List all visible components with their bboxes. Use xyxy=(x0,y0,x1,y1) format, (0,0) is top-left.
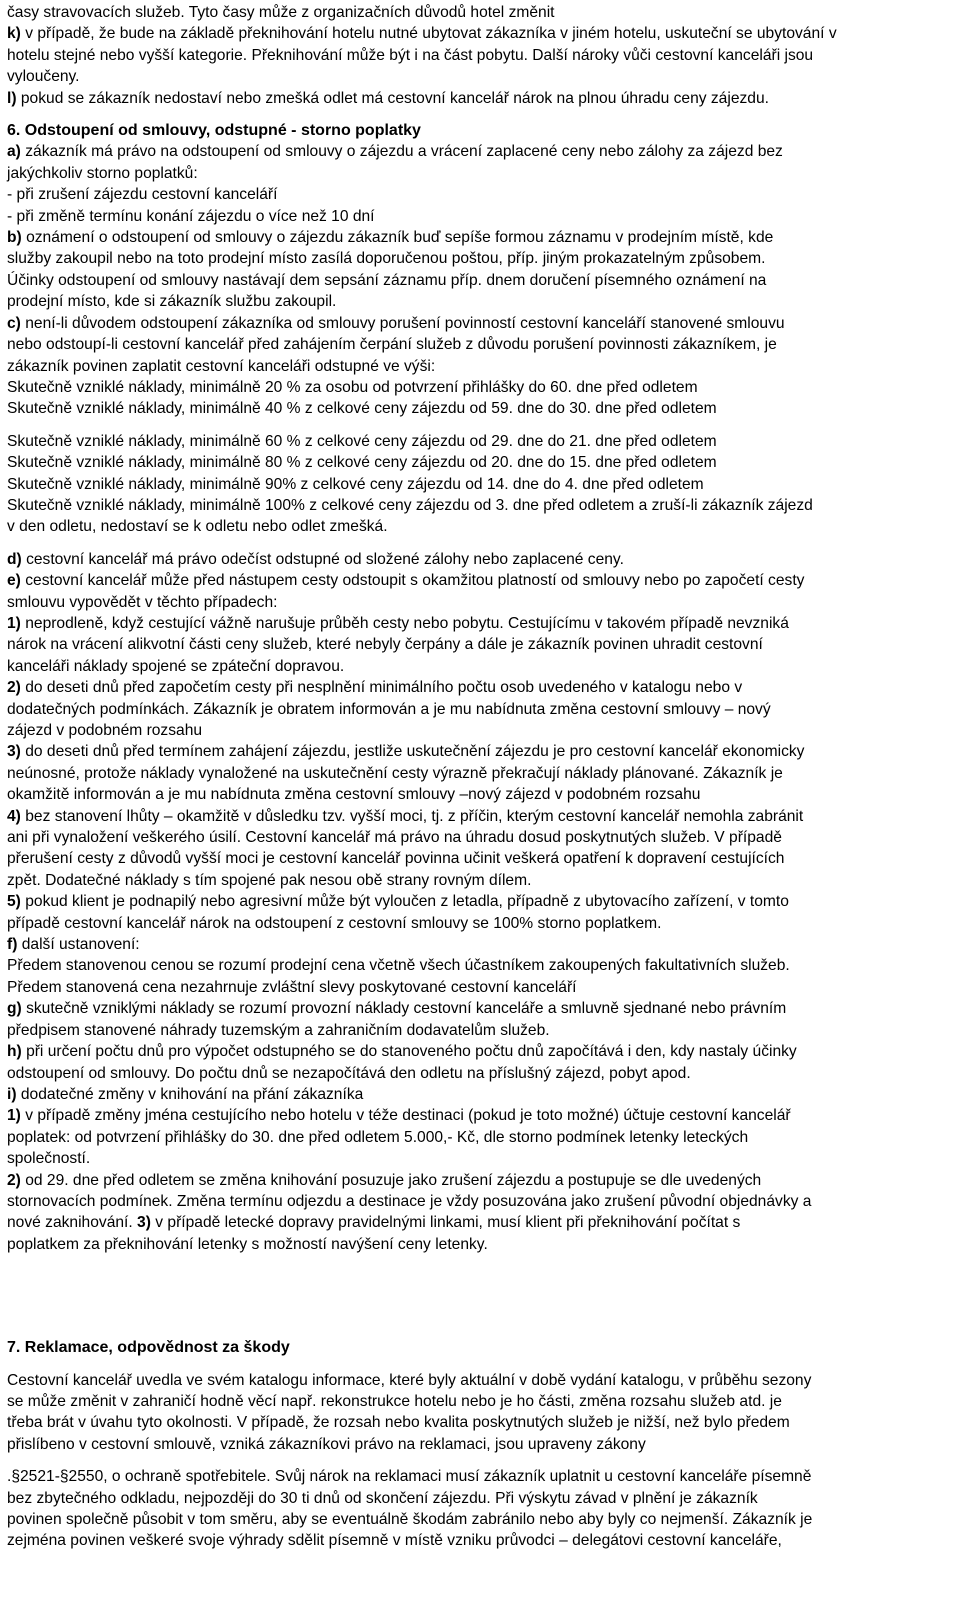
text-line: třeba brát v úvahu tyto okolnosti. V případě, že rozsah nebo kvalita poskytnutých služeb je nižší, než bylo předem xyxy=(7,1414,790,1432)
text-line: povinen společně působit v tom směru, aby se eventuálně škodám zabránilo nebo aby byly co nejmenší. Zákazník je xyxy=(7,1511,813,1528)
text-line: nebo odstoupí-li cestovní kancelář před zahájením čerpání služeb z důvodu porušení povinnosti zákazníkem, je xyxy=(7,336,777,354)
text-line: okamžitě informován a je mu nabídnuta změna cestovní smlouvy –nový zájezd v podobném rozsahu xyxy=(7,786,701,804)
text-line: neprodleně, když cestující vážně narušuje průběh cesty nebo pobytu. Cestujícímu v takovém případě nevzniká xyxy=(25,614,789,632)
text-line: jakýchkoliv storno poplatků: xyxy=(7,164,198,182)
text-line: bez stanovení lhůty – okamžitě v důsledku tzv. vyšší moci, tj. z příčin, kterým cestovní kancelář nemohla zabránit xyxy=(25,807,804,825)
item-label: b) xyxy=(7,229,22,247)
fee-line: Skutečně vzniklé náklady, minimálně 60 % z celkové ceny zájezdu od 29. dne do 21. dne před odletem xyxy=(7,432,717,450)
text-line: kanceláři náklady spojené se zpáteční dopravou. xyxy=(7,657,345,675)
item-k xyxy=(7,23,944,44)
text-line: .§2521-§2550, o ochraně spotřebitele. Svůj nárok na reklamaci musí zákazník uplatnit u cestovní kanceláře písemně xyxy=(7,1468,812,1486)
item-e5 xyxy=(7,891,944,912)
text-line: případě cestovní kancelář nárok na odstoupení z cestovní smlouvy se 100% storno poplatkem. xyxy=(7,914,662,932)
text-line: ani při vynaložení veškerého úsilí. Cestovní kancelář má právo na úhradu dosud poskytnutých služeb. V případě xyxy=(7,829,782,847)
text-line: poplatek: od potvrzení přihlášky do 30. dne před odletem 5.000,- Kč, dle storno podmínek letenky leteckých xyxy=(7,1128,749,1146)
item-label: 2) xyxy=(7,679,21,697)
fee-line: Skutečně vzniklé náklady, minimálně 40 % z celkové ceny zájezdu od 59. dne do 30. dne před odletem xyxy=(7,400,717,418)
text-line: časy stravovacích služeb. Tyto časy může z organizačních důvodů hotel změnit xyxy=(7,4,555,21)
item-label: 1) xyxy=(7,614,21,632)
item-label: i) xyxy=(7,1085,17,1103)
item-c xyxy=(7,313,944,334)
section-heading-7: 7. Reklamace, odpovědnost za škody xyxy=(7,1339,290,1357)
text-line: do deseti dnů před termínem zahájení zájezdu, jestliže uskutečnění zájezdu je pro cestovní kancelář ekonomicky xyxy=(25,743,805,761)
text-line: při určení počtu dnů pro výpočet odstupného se do stanoveného počtu dnů započítává i den, kdy nastaly účinky xyxy=(26,1043,797,1061)
text-line: skutečně vzniklými náklady se rozumí provozní náklady cestovní kanceláře a smluvně sjednané nebo právním xyxy=(26,1000,787,1018)
text-line: další ustanovení: xyxy=(21,936,140,954)
text-line: společností. xyxy=(7,1150,91,1168)
item-e3 xyxy=(7,741,944,762)
item-label: l) xyxy=(7,89,17,107)
text-line: smlouvu vypovědět v těchto případech: xyxy=(7,593,278,611)
text-line: Cestovní kancelář uvedla ve svém katalogu informace, které byly aktuální v době vydání katalogu, v průběhu sezony xyxy=(7,1371,812,1389)
item-b xyxy=(7,227,944,248)
text-line: nárok na vrácení alikvotní části ceny služeb, které nebyly čerpány a dále je zákazník povinen uhradit cestovní xyxy=(7,636,763,654)
text-line: zájezd v podobném rozsahu xyxy=(7,722,203,739)
text-line: hotelu stejné nebo vyšší kategorie. Překnihování může být i na část pobytu. Další nároky vůči cestovní kanceláři jsou xyxy=(7,46,814,64)
fee-line: Skutečně vzniklé náklady, minimálně 100% z celkové ceny zájezdu od 3. dne před odletem a zruší-li zákazník zájezd xyxy=(7,496,813,514)
fee-line: Skutečně vzniklé náklady, minimálně 20 % za osobu od potvrzení přihlášky do 60. dne před odletem xyxy=(7,378,698,396)
item-label: g) xyxy=(7,1000,22,1018)
text-line: zpět. Dodatečné náklady s tím spojené pak nesou obě strany rovným dílem. xyxy=(7,871,532,889)
text-line: dodatečných podmínkách. Zákazník je obratem informován a je mu nabídnuta změna cestovní smlouvy – nový xyxy=(7,700,771,718)
text-line: služby zakoupil nebo na toto prodejní místo zasílá doporučenou poštou, příp. jiným prokazatelným způsobem. xyxy=(7,250,766,268)
text-line: stornovacích podmínek. Změna termínu odjezdu a destinace je vždy posuzována jako zrušení původní objednávky a xyxy=(7,1192,812,1210)
item-label: e) xyxy=(7,572,21,590)
text-line: v den odletu, nedostaví se k odletu nebo odlet zmešká. xyxy=(7,518,388,536)
item-label: k) xyxy=(7,25,21,43)
text-line: - při zrušení zájezdu cestovní kanceláří xyxy=(7,186,278,204)
item-label: 5) xyxy=(7,893,21,911)
text-line: zákazník má právo na odstoupení od smlouvy o zájezdu a vrácení zaplacené ceny nebo zálohy za zájezd bez xyxy=(25,143,783,161)
item-i1 xyxy=(7,1105,944,1126)
text-line: není-li důvodem odstoupení zákazníka od smlouvy porušení povinností cestovní kanceláří stanovené smlouvu xyxy=(25,314,785,332)
text-line: přislíbeno v cestovní smlouvě, vzniká zákazníkovi právo na reklamaci, jsou upraveny zákony xyxy=(7,1435,646,1453)
text-line: prodejní místo, kde si zákazník službu zakoupil. xyxy=(7,293,337,311)
item-i3 xyxy=(7,1212,944,1233)
item-label: 2) xyxy=(7,1171,21,1189)
fee-line: Skutečně vzniklé náklady, minimálně 80 % z celkové ceny zájezdu od 20. dne do 15. dne před odletem xyxy=(7,454,717,472)
item-label: 3) xyxy=(137,1214,151,1232)
text-line: cestovní kancelář může před nástupem cesty odstoupit s okamžitou platností od smlouvy nebo po započetí cesty xyxy=(25,572,805,590)
text-line: od 29. dne před odletem se změna knihování posuzuje jako zrušení zájezdu a postupuje se dle uvedených xyxy=(25,1171,762,1189)
text-line: se může změnit v zahraničí hodně věcí např. rekonstrukce hotelu nebo je ho části, změna rozsahu služeb atd. je xyxy=(7,1392,782,1410)
item-label: 3) xyxy=(7,743,21,761)
item-e4 xyxy=(7,806,944,827)
item-h xyxy=(7,1041,944,1062)
text-line: do deseti dnů před započetím cesty při nesplnění minimálního počtu osob uvedeného v katalogu nebo v xyxy=(25,679,743,697)
text-line: Předem stanovená cena nezahrnuje zvláštní slevy poskytované cestovní kanceláří xyxy=(7,978,577,996)
text-line: oznámení o odstoupení od smlouvy o zájezdu zákazník buď sepíše formou záznamu v prodejním místě, kde xyxy=(26,229,774,247)
text-line: dodatečné změny v knihování na přání zákazníka xyxy=(20,1085,364,1103)
text-line: zejména povinen veškeré svoje výhrady sdělit písemně v místě vzniku průvodci – delegátovi cestovní kanceláře, xyxy=(7,1532,782,1550)
text-line: v případě, že bude na základě překnihování hotelu nutné ubytovat zákazníka v jiném hotelu, uskuteční se ubytování v xyxy=(25,25,837,43)
item-label: h) xyxy=(7,1043,22,1061)
item-g xyxy=(7,998,944,1019)
item-e xyxy=(7,570,944,591)
item-e1 xyxy=(7,613,944,634)
item-label: 4) xyxy=(7,807,21,825)
text-line: Účinky odstoupení od smlouvy nastávají dem sepsání záznamu příp. dnem doručení písemného oznámení na xyxy=(7,271,767,289)
text-line: vyloučeny. xyxy=(7,68,80,86)
item-a xyxy=(7,141,944,162)
item-e2 xyxy=(7,677,944,698)
item-i2 xyxy=(7,1170,944,1191)
text-line: neúnosné, protože náklady vynaložené na uskutečnění cesty výrazně překračují náklady plánované. Zákazník je xyxy=(7,764,783,782)
text-line: přerušení cesty z důvodů vyšší moci je cestovní kancelář povinna učinit veškerá opatření k dopravení cestujících xyxy=(7,850,785,868)
item-label: c) xyxy=(7,314,21,332)
text-line: odstoupení od smlouvy. Do počtu dnů se nezapočítává den odletu na příslušný zájezd, pobyt apod. xyxy=(7,1064,691,1082)
text-line: pokud se zákazník nedostaví nebo zmešká odlet má cestovní kancelář nárok na plnou úhradu ceny zájezdu. xyxy=(20,89,769,107)
text-line: - při změně termínu konání zájezdu o více než 10 dní xyxy=(7,207,375,225)
item-label: d) xyxy=(7,550,22,568)
text-line: nové zaknihování. xyxy=(7,1214,133,1232)
text-line: v případě změny jména cestujícího nebo hotelu v téže destinaci (pokud je toto možné) účtuje cestovní kancelář xyxy=(25,1107,791,1125)
item-l xyxy=(7,88,944,109)
item-i xyxy=(7,1084,944,1105)
section-heading-6: 6. Odstoupení od smlouvy, odstupné - storno poplatky xyxy=(7,122,421,140)
item-d xyxy=(7,549,944,570)
text-line: poplatkem za překnihování letenky s možností navýšení ceny letenky. xyxy=(7,1235,488,1253)
item-f xyxy=(7,934,944,955)
text-line: v případě letecké dopravy pravidelnými linkami, musí klient při překnihování počítat s xyxy=(155,1214,741,1232)
text-line: Předem stanovenou cenou se rozumí prodejní cena včetně všech účastníkem zakoupených fakultativních služeb. xyxy=(7,957,790,975)
text-line: pokud klient je podnapilý nebo agresivní může být vyloučen z letadla, případně z ubytovacího zařízení, v tomto xyxy=(25,893,789,911)
text-line: předpisem stanovené náhrady tuzemským a zahraničním dodavatelům služeb. xyxy=(7,1021,550,1039)
fee-line: Skutečně vzniklé náklady, minimálně 90% z celkové ceny zájezdu od 14. dne do 4. dne před odletem xyxy=(7,475,704,493)
item-label: 1) xyxy=(7,1107,21,1125)
item-label: f) xyxy=(7,936,18,954)
text-line: bez zbytečného odkladu, nejpozději do 30 ti dnů od skončení zájezdu. Při výskytu závad v plnění je zákazník xyxy=(7,1489,758,1507)
text-line: zákazník povinen zaplatit cestovní kanceláři odstupné ve výši: xyxy=(7,357,436,375)
item-label: a) xyxy=(7,143,21,161)
text-line: cestovní kancelář má právo odečíst odstupné od složené zálohy nebo zaplacené ceny. xyxy=(26,550,624,568)
